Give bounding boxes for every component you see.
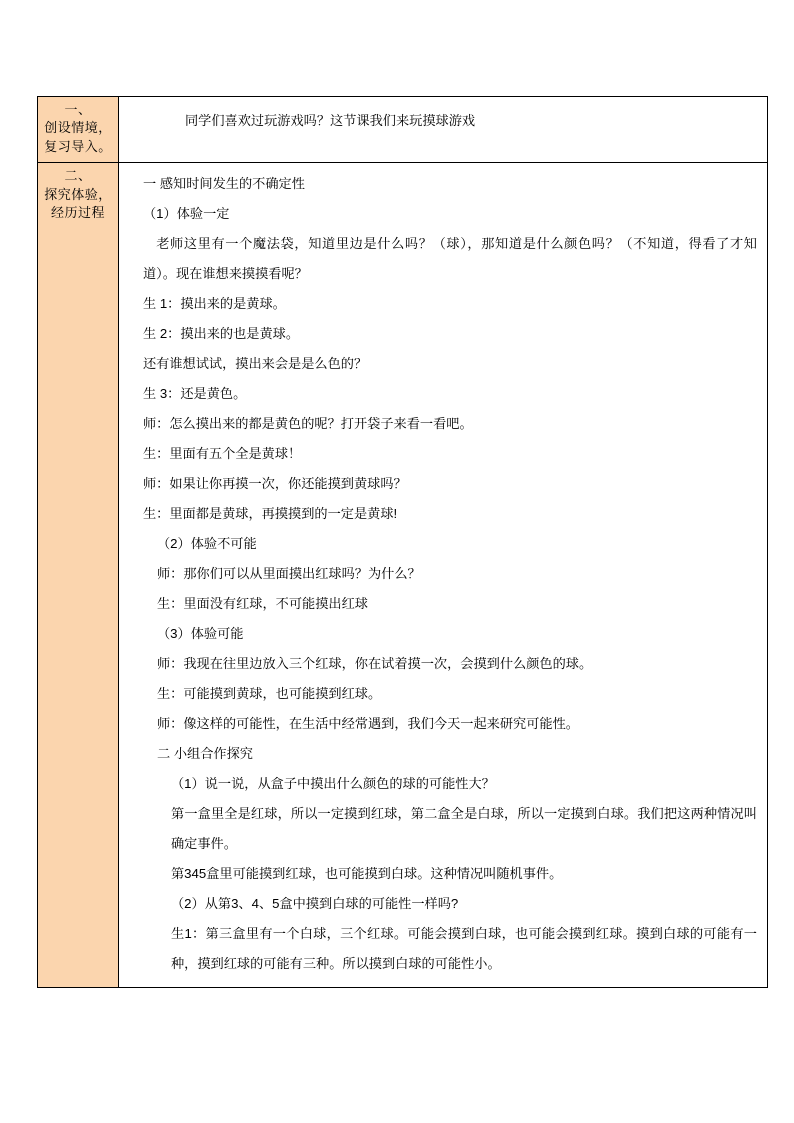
content-paragraph: （1）说一说，从盒子中摸出什么颜色的球的可能性大？ bbox=[171, 776, 495, 792]
content-paragraph: 第一盒里全是红球，所以一定摸到红球，第二盒全是白球，所以一定摸到白球。我们把这两种情况叫确定事件。 bbox=[171, 806, 757, 852]
table-row bbox=[38, 163, 768, 988]
stage-label-line: 复习导入。 bbox=[44, 138, 112, 154]
stage-label-line: 探究体验， bbox=[44, 186, 112, 202]
content-paragraph: 师：怎么摸出来的都是黄色的呢？打开袋子来看一看吧。 bbox=[143, 416, 473, 432]
table-row bbox=[38, 97, 768, 163]
content-paragraph: 师：那你们可以从里面摸出红球吗？为什么？ bbox=[157, 566, 421, 582]
content-paragraph: （2）体验不可能 bbox=[157, 536, 257, 552]
stage-label-line: 一、 bbox=[64, 102, 92, 117]
content-paragraph: 二 小组合作探究 bbox=[157, 746, 253, 762]
content-paragraph: 第345盒里可能摸到红球，也可能摸到白球。这种情况叫随机事件。 bbox=[171, 866, 563, 882]
content-paragraph: 同学们喜欢过玩游戏吗？这节课我们来玩摸球游戏 bbox=[185, 113, 476, 128]
content-paragraph: 生：里面都是黄球，再摸摸到的一定是黄球! bbox=[143, 506, 398, 522]
content-paragraph: （2）从第3、4、5盒中摸到白球的可能性一样吗? bbox=[171, 896, 459, 912]
stage-label-line: 创设情境， bbox=[44, 120, 112, 136]
content-paragraph: 还有谁想试试，摸出来会是是么色的？ bbox=[143, 356, 368, 372]
content-cell-intro bbox=[119, 97, 768, 163]
stage-cell-explore bbox=[38, 163, 119, 988]
table-body bbox=[38, 97, 768, 988]
content-paragraph: 老师这里有一个魔法袋，知道里边是什么吗？（球），那知道是什么颜色吗？（不知道，得看了才知道）。现在谁想来摸摸看呢？ bbox=[143, 236, 757, 282]
content-paragraph: （3）体验可能 bbox=[157, 626, 244, 642]
stage-label-line: 二、 bbox=[64, 168, 92, 184]
content-paragraph: （1）体验一定 bbox=[143, 206, 230, 222]
content-paragraph: 生 2：摸出来的也是黄球。 bbox=[143, 326, 300, 342]
content-paragraph: 师：我现在往里边放入三个红球，你在试着摸一次，会摸到什么颜色的球。 bbox=[157, 656, 593, 672]
content-cell-explore bbox=[119, 163, 768, 988]
content-paragraph: 一 感知时间发生的不确定性 bbox=[143, 176, 305, 192]
content-paragraph: 师：像这样的可能性，在生活中经常遇到，我们今天一起来研究可能性。 bbox=[157, 716, 579, 732]
content-paragraph: 生：里面没有红球，不可能摸出红球 bbox=[157, 596, 368, 612]
content-paragraph: 师：如果让你再摸一次，你还能摸到黄球吗？ bbox=[143, 476, 407, 492]
content-paragraph: 生 1：摸出来的是黄球。 bbox=[143, 296, 286, 312]
content-paragraph: 生：里面有五个全是黄球！ bbox=[143, 446, 302, 462]
stage-cell-intro bbox=[38, 97, 119, 163]
content-paragraph: 生：可能摸到黄球，也可能摸到红球。 bbox=[157, 686, 382, 702]
lesson-plan-table bbox=[37, 96, 768, 988]
content-paragraph: 生1：第三盒里有一个白球，三个红球。可能会摸到白球，也可能会摸到红球。摸到白球的可能有一种，摸到红球的可能有三种。所以摸到白球的可能性小。 bbox=[171, 926, 757, 972]
content-paragraph: 生 3：还是黄色。 bbox=[143, 386, 247, 402]
stage-label-line: 经历过程 bbox=[50, 205, 105, 221]
